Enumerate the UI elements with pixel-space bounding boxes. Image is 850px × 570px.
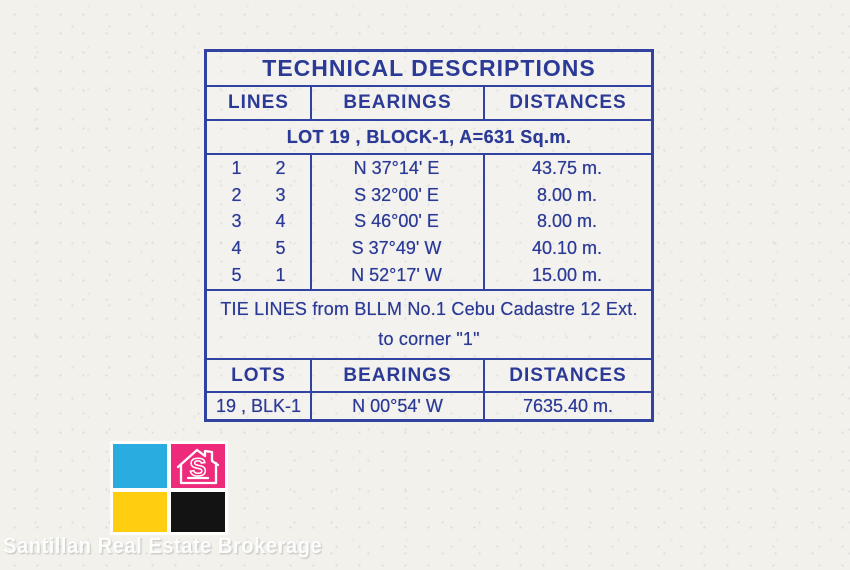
tie-lot-cell: 19 , BLK-1 [215,395,302,416]
tie-distance-cell: 7635.40 m. [483,393,651,419]
tie-column-header-distances: DISTANCES [483,360,651,391]
corner-from: 4 [231,238,242,259]
column-header-distances: DISTANCES [483,87,651,119]
bearing-cell: N 52°17' W [351,265,442,286]
corner-to: 2 [275,157,286,178]
corner-to: 1 [275,265,286,286]
corner-to: 5 [275,238,286,259]
tie-column-header-lots: LOTS [231,364,286,386]
distance-cell: 40.10 m. [531,238,603,259]
table-row [207,265,651,286]
column-header-row [207,85,651,119]
corner-to: 3 [275,184,286,205]
bearing-cell: N 37°14' E [353,157,440,178]
tie-lines-note-line1: TIE LINES from BLLM No.1 Cebu Cadastre 12 Ext. [220,299,638,319]
survey-lines-block [207,153,651,289]
tie-column-header-row [207,358,651,391]
logo-yellow-square [113,492,167,532]
lot-header: LOT 19 , BLOCK-1, A=631 Sq.m. [207,119,651,153]
corner-from: 5 [231,265,242,286]
line-corners-cell [207,238,310,259]
tie-lines-note-line2: to corner "1" [378,329,480,349]
table-row [207,158,651,179]
corner-to: 4 [275,211,286,232]
line-corners-cell [207,185,310,206]
column-header-bearings: BEARINGS [310,87,483,119]
distance-cell: 43.75 m. [531,157,603,178]
column-divider [310,155,312,289]
distance-cell: 8.00 m. [536,184,598,205]
tie-lines-note [207,289,651,358]
table-row [207,185,651,206]
tie-data-row [207,391,651,419]
corner-from: 3 [231,211,242,232]
watermark-text: Santillan Real Estate Brokerage [3,533,323,558]
column-divider [483,155,485,289]
logo-black-square [171,492,225,532]
line-corners-cell [207,265,310,286]
logo-pink-square [171,444,225,488]
table-row [207,211,651,232]
svg-text:S: S [189,454,207,482]
line-corners-cell [207,158,310,179]
corner-from: 2 [231,184,242,205]
column-header-lines: LINES [228,92,289,113]
technical-descriptions-table [204,49,654,422]
distance-cell: 8.00 m. [536,211,598,232]
bearing-cell: S 46°00' E [354,211,439,232]
corner-from: 1 [231,157,242,178]
tie-column-header-bearings: BEARINGS [310,360,483,391]
logo-cyan-square [113,444,167,488]
table-title: TECHNICAL DESCRIPTIONS [262,55,596,81]
distance-cell: 15.00 m. [531,265,603,286]
bearing-cell: S 32°00' E [354,184,439,205]
bearing-cell: S 37°49' W [351,238,442,259]
house-monogram-icon [171,444,225,488]
line-corners-cell [207,211,310,232]
brokerage-logo [110,441,228,535]
table-row [207,238,651,259]
tie-bearing-cell: N 00°54' W [310,393,483,419]
